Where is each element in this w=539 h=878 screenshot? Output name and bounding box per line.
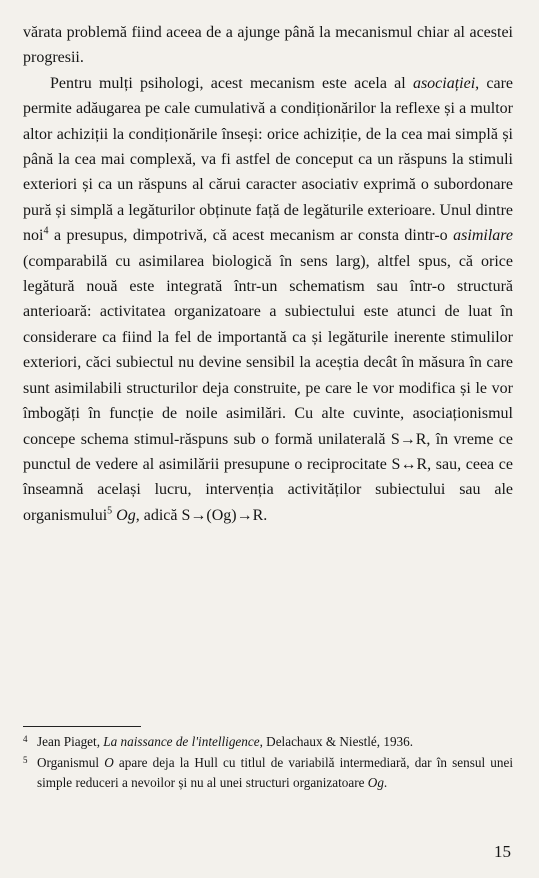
footnote-separator	[23, 726, 141, 727]
footnote-ref: 5	[107, 505, 113, 517]
text-run: Organismul	[37, 754, 105, 770]
italic-text: O	[104, 754, 114, 770]
text-run: , Delachaux & Niestlé, 1936.	[259, 734, 414, 749]
paragraph	[23, 71, 513, 528]
text-run: a presupus, dimpotrivă, că acest mecanism ar consta dintr-o	[48, 227, 454, 245]
text-run: apare deja la Hull cu titlul de variabilă intermediară, dar în sensul unei simple reduceri a nevoilor și nu al unei structuri organizatoare	[37, 754, 514, 790]
footnote	[23, 732, 513, 753]
text-run: , adică S→(Og)→R.	[135, 506, 268, 524]
page-number: 15	[494, 842, 511, 861]
italic-text: La naissance de l'intelligence	[103, 734, 260, 749]
footnote-text	[37, 753, 513, 794]
italic-text: asociației	[412, 74, 476, 92]
text-run: .	[383, 775, 388, 790]
text-run: , care permite adăugarea pe cale cumulativă a condiționărilor la reflexe și a multor altor achiziții la condiționările înseși: orice achiziție, de la cea mai simplă și până la cea mai complexă, va fi astfel de conceput ca un răspuns la stimuli exteriori și ca un răspuns al cărui caracter asociativ exprimă o subordonare pură și simplă a legăturilor obținute față de legăturile exterioare. Unul dintre noi	[23, 74, 514, 245]
text-run: Pentru mulți psihologi, acest mecanism este acela al	[50, 74, 413, 92]
footnote-mark: 5	[23, 754, 28, 765]
footnote	[23, 753, 513, 794]
body-text	[23, 20, 513, 528]
footnote-mark: 4	[23, 734, 28, 744]
text-run: vărata problemă fiind aceea de a ajunge până la mecanismul chiar al acestei progresii.	[23, 24, 513, 67]
italic-text: asimilare	[453, 227, 513, 245]
text-run: Jean Piaget,	[37, 734, 104, 749]
paragraph	[23, 20, 513, 71]
italic-text: Og	[367, 775, 384, 790]
footnote-ref: 4	[43, 225, 49, 237]
italic-text: Og	[116, 506, 136, 524]
footnotes	[23, 732, 513, 794]
text-run: (comparabilă cu asimilarea biologică în sens larg), altfel spus, că orice legătură nouă este integrată într-un schematism sau într-o structură anterioară: activitatea organizatoare a subiectului este atunci de luat în considerare ca fiind la fel de importantă ca și legăturile inerente stimulilor exteriori, căci subiectul nu devine sensibil la aceștia decât în măsura în care sunt asimilabili structurilor deja construite, pe care le vor modifica și le vor îmbogăți în funcție de noile asimilări. Cu alte cuvinte, asociaționismul concepe schema stimul-răspuns sub o formă unilaterală S→R, în vreme ce punctul de vedere al asimilării presupune o reciprocitate S↔R, sau, ceea ce înseamnă același lucru, intervenția activităților subiectului sau ale organismului	[23, 252, 513, 524]
footnote-text	[37, 732, 513, 753]
